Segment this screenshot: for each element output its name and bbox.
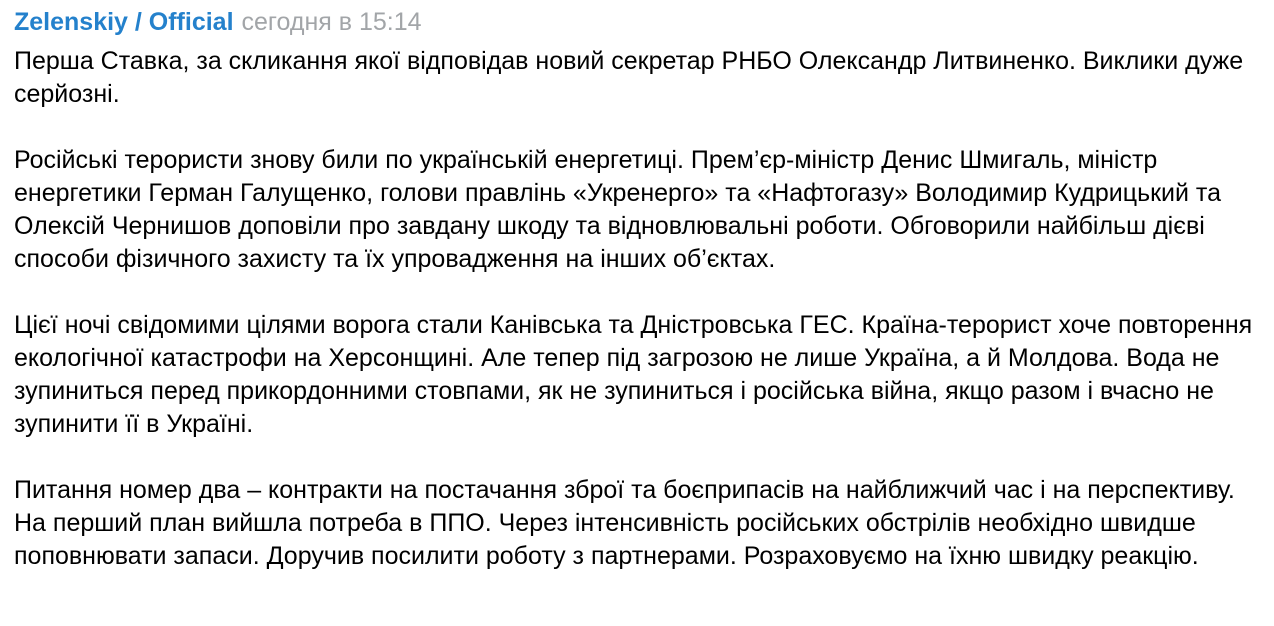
message-text bbox=[14, 45, 1258, 573]
post-header bbox=[14, 6, 1258, 39]
author-link[interactable]: Zelenskiy / Official bbox=[14, 8, 234, 36]
message-paragraph: Російські терористи знову били по українській енергетиці. Прем’єр-міністр Денис Шмигаль, міністр енергетики Герман Галущенко, голови правлінь «Укренерго» та «Нафтогазу» Володимир Кудрицький та Олексій Чернишов доповіли про завдану шкоду та відновлювальні роботи. Обговорили найбільш дієві способи фізичного захисту та їх упровадження на інших об’єктах. bbox=[14, 146, 1221, 273]
message-paragraph: Цієї ночі свідомими цілями ворога стали Канівська та Дністровська ГЕС. Країна-терорист хоче повторення екологічної катастрофи на Херсонщині. Але тепер під загрозою не лише Україна, а й Молдова. Вода не зупиниться перед прикордонними стовпами, як не зупиниться і російська війна, якщо разом і вчасно не зупинити її в Україні. bbox=[14, 311, 1253, 438]
message-timestamp: сегодня в 15:14 bbox=[241, 8, 422, 36]
message-paragraph: Перша Ставка, за скликання якої відповідав новий секретар РНБО Олександр Литвиненко. Виклики дуже серйозні. bbox=[14, 47, 1244, 108]
message-paragraph: Питання номер два – контракти на постачання зброї та боєприпасів на найближчий час і на перспективу. На перший план вийшла потреба в ППО. Через інтенсивність російських обстрілів необхідно швидше поповнювати запаси. Доручив посилити роботу з партнерами. Розраховуємо на їхню швидку реакцію. bbox=[14, 476, 1235, 570]
